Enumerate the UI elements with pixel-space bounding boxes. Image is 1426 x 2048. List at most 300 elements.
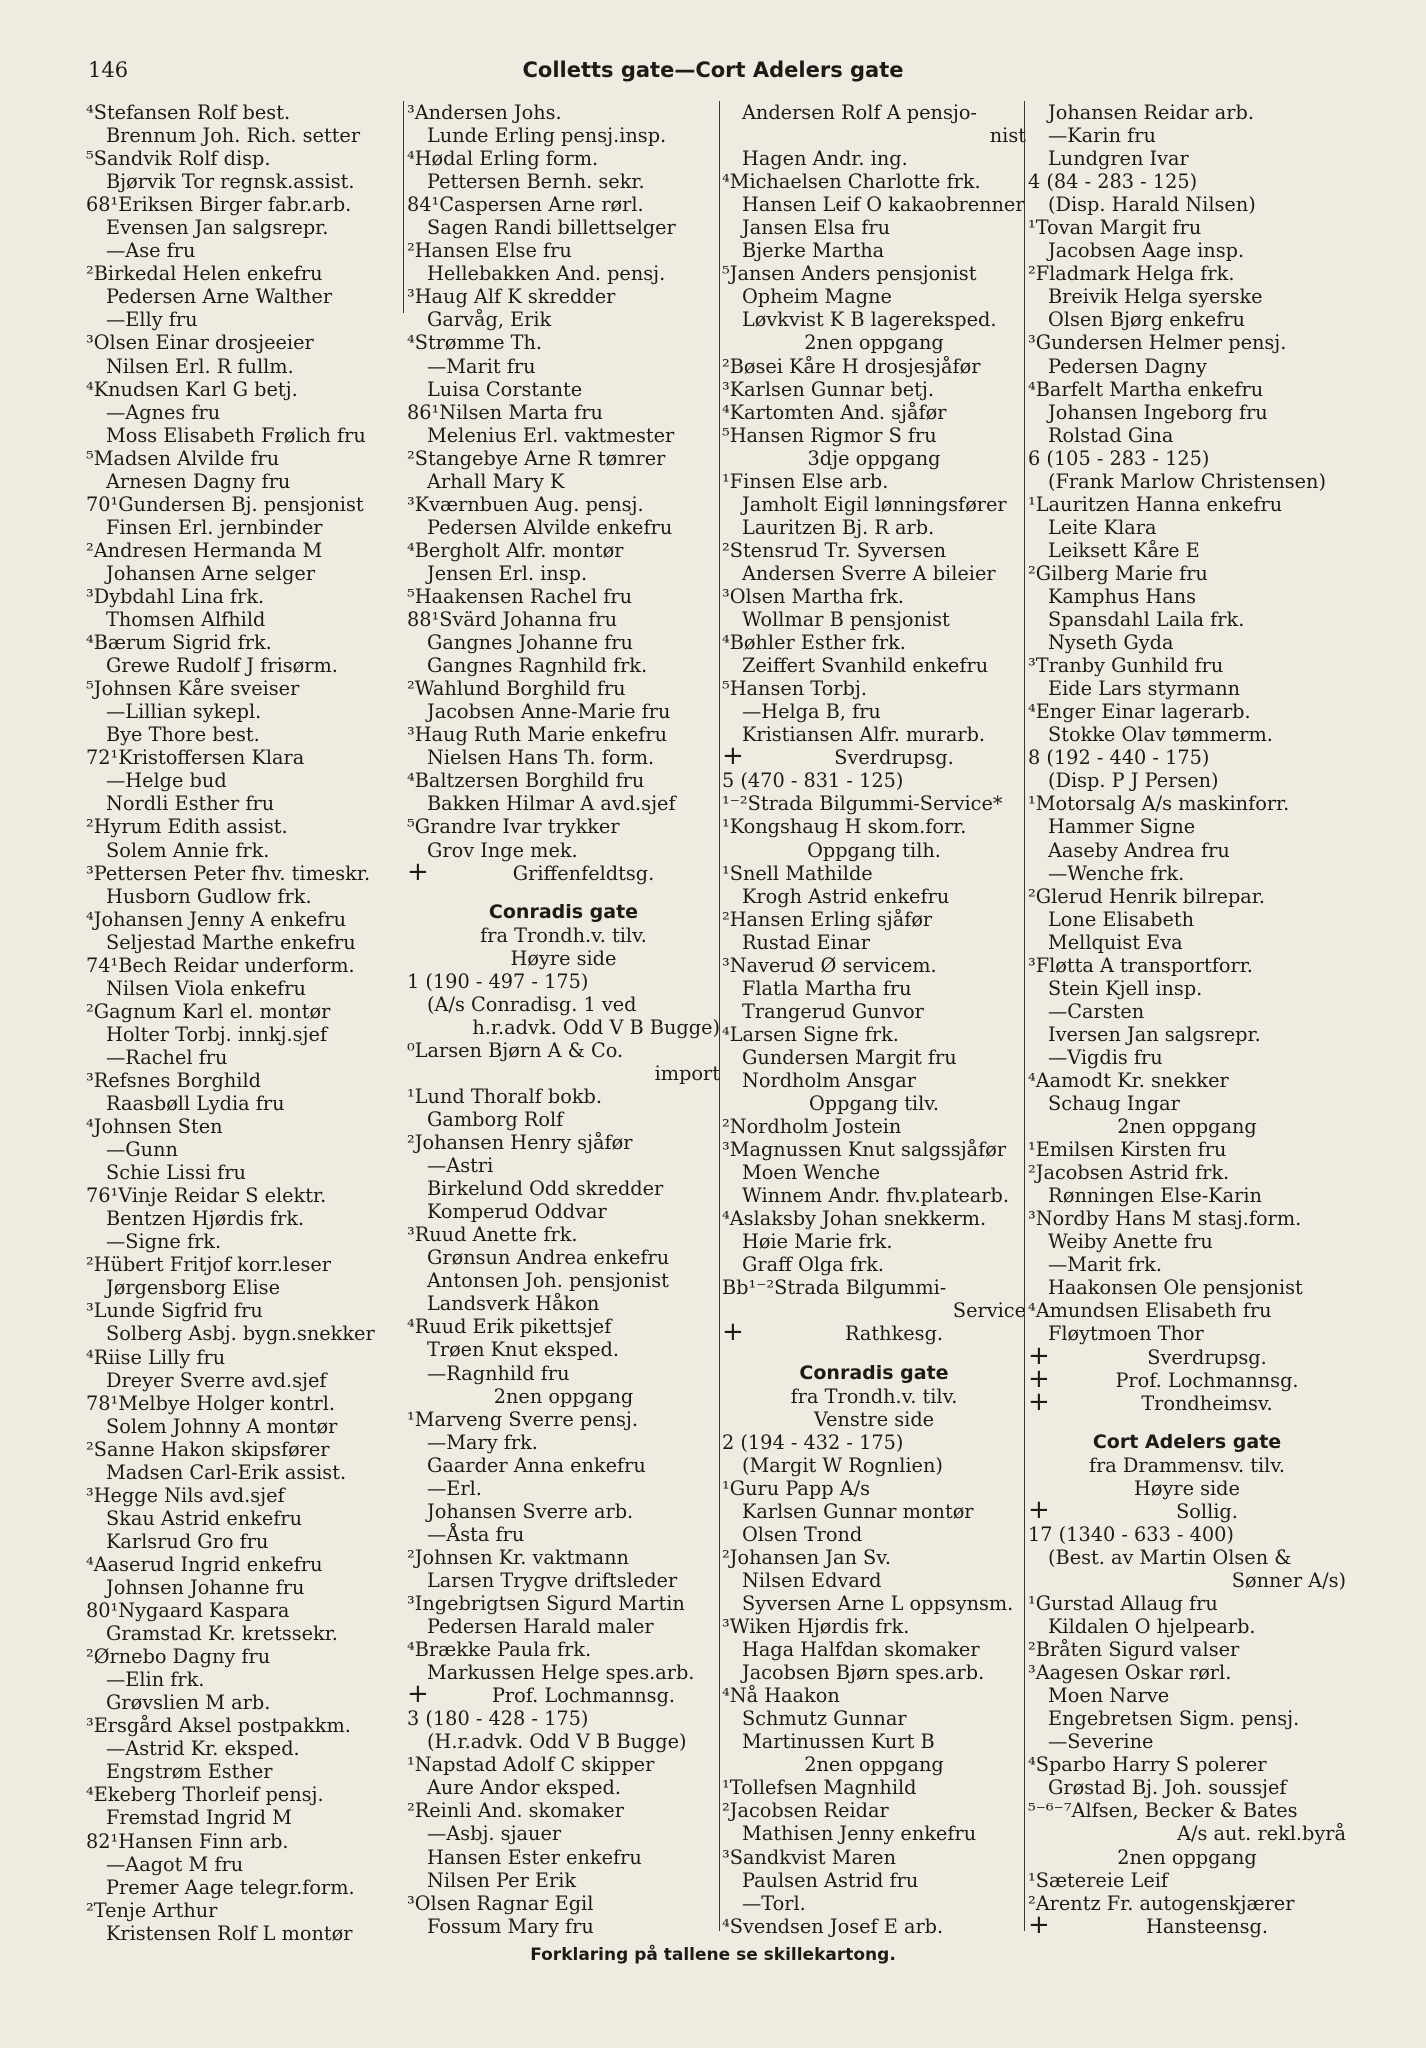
directory-entry: Melenius Erl. vaktmester	[427, 423, 675, 447]
cross-street-label: Prof. Lochmannsg.	[1115, 1368, 1299, 1392]
directory-entry: Jensen Erl. insp.	[427, 561, 588, 585]
directory-entry: ⁴Sparbo Harry S polerer	[1028, 1753, 1267, 1777]
directory-entry: ³Olsen Ragnar Egil	[407, 1891, 594, 1915]
directory-entry: ⁴Knudsen Karl G betj.	[86, 377, 298, 401]
directory-entry: Haakonsen Ole pensjonist	[1048, 1276, 1303, 1300]
street-heading: Conradis gate	[488, 900, 639, 923]
directory-entry: Løvkvist K B lagereksped.	[742, 308, 997, 332]
directory-entry: Larsen Trygve driftsleder	[427, 1568, 678, 1592]
directory-entry: 84¹Caspersen Arne rørl.	[407, 193, 644, 217]
directory-entry: Pettersen Bernh. sekr.	[427, 170, 645, 194]
directory-entry: ²Glerud Henrik bilrepar.	[1028, 884, 1266, 908]
directory-entry: —Åsta fru	[427, 1522, 525, 1546]
directory-entry: nist	[989, 124, 1026, 148]
directory-entry: Gangnes Ragnhild frk.	[427, 654, 648, 678]
directory-entry: Sagen Randi billettselger	[427, 216, 676, 240]
cross-street-label: Sollig.	[1176, 1499, 1238, 1523]
directory-entry: ⁴Kartomten And. sjåfør	[722, 400, 947, 424]
directory-entry: Hellebakken And. pensj.	[427, 262, 666, 286]
directory-entry: Gamborg Rolf	[427, 1108, 564, 1132]
directory-entry: Moss Elisabeth Frølich fru	[106, 423, 366, 447]
directory-entry: ⁵Hansen Rigmor S fru	[722, 423, 937, 447]
directory-entry: ⁴Ruud Erik pikettsjef	[407, 1315, 612, 1339]
directory-entry: ⁴Brække Paula frk.	[407, 1638, 592, 1662]
directory-entry: Johansen Sverre arb.	[427, 1499, 634, 1523]
street-heading: Cort Adelers gate	[1092, 1430, 1282, 1453]
directory-entry: ³Wiken Hjørdis frk.	[722, 1615, 910, 1639]
directory-entry: —Astrid Kr. eksped.	[106, 1737, 300, 1761]
directory-entry: ¹Tollefsen Magnhild	[722, 1776, 917, 1800]
directory-entry: —Asbj. sjauer	[427, 1822, 562, 1846]
directory-entry: ²Nordholm Jostein	[722, 1115, 902, 1139]
directory-entry: Grøstad Bj. Joh. soussjef	[1048, 1776, 1287, 1800]
directory-entry: —Elin frk.	[106, 1668, 205, 1692]
directory-entry: Fremstad Ingrid M	[106, 1806, 292, 1830]
directory-entry: ⁵Hansen Torbj.	[722, 677, 867, 701]
cross-street-label: Sverdrupsg.	[834, 746, 954, 770]
directory-entry: Jacobsen Aage insp.	[1048, 239, 1245, 263]
directory-entry: ⁴Aslaksby Johan snekkerm.	[722, 1207, 987, 1231]
directory-entry: (H.r.advk. Odd V B Bugge)	[427, 1730, 687, 1754]
directory-entry: Jacobsen Bjørn spes.arb.	[742, 1661, 985, 1685]
directory-entry: ⁴Amundsen Elisabeth fru	[1028, 1299, 1272, 1323]
directory-entry: ²Stensrud Tr. Syversen	[722, 538, 947, 562]
section-gap	[722, 1346, 1026, 1362]
directory-entry: ³Tranby Gunhild fru	[1028, 654, 1224, 678]
directory-entry: ⁴Strømme Th.	[407, 331, 543, 355]
directory-entry: —Vigdis fru	[1048, 1045, 1163, 1069]
directory-entry: Jørgensborg Elise	[106, 1276, 280, 1300]
directory-entry: ²Tenje Arthur	[86, 1898, 218, 1922]
directory-entry: ³Kværnbuen Aug. pensj.	[407, 492, 644, 516]
directory-entry: ³Haug Alf K skredder	[407, 285, 616, 309]
directory-entry: ³Ingebrigtsen Sigurd Martin	[407, 1592, 685, 1615]
directory-entry: 74¹Bech Reidar underform.	[86, 953, 355, 977]
directory-entry: ⁴Bøhler Esther frk.	[722, 631, 906, 655]
directory-entry: (Best. av Martin Olsen &	[1048, 1545, 1292, 1569]
directory-entry: Grøvslien M arb.	[106, 1691, 271, 1715]
directory-entry: Trøen Knut eksped.	[427, 1338, 619, 1362]
directory-entry: —Astri	[427, 1154, 494, 1178]
directory-entry: Leiksett Kåre E	[1048, 538, 1200, 562]
directory-entry: ²Fladmark Helga frk.	[1028, 262, 1235, 286]
directory-entry: Brennum Joh. Rich. setter	[106, 124, 361, 148]
page-number: 146	[88, 58, 129, 82]
directory-entry: ²Johansen Jan Sv.	[722, 1545, 891, 1569]
directory-entry: Grewe Rudolf J frisørm.	[106, 654, 338, 678]
directory-entry: Karlsen Gunnar montør	[742, 1499, 974, 1523]
directory-entry: ²Jacobsen Astrid frk.	[1028, 1161, 1230, 1185]
directory-entry: Engebretsen Sigm. pensj.	[1048, 1707, 1300, 1731]
directory-entry: ⁴Nå Haakon	[722, 1684, 840, 1708]
directory-entry: ¹Finsen Else arb.	[722, 469, 889, 493]
directory-entry: Rolstad Gina	[1048, 423, 1174, 447]
directory-entry: Landsverk Håkon	[427, 1292, 600, 1316]
directory-entry: —Wenche frk.	[1048, 861, 1185, 885]
directory-entry: Schaug Ingar	[1048, 1092, 1180, 1116]
directory-entry: ²Birkedal Helen enkefru	[86, 262, 323, 286]
directory-entry: 2nen oppgang	[493, 1384, 634, 1408]
directory-entry: Iversen Jan salgsrepr.	[1048, 1022, 1261, 1046]
directory-entry: ⁴Aamodt Kr. snekker	[1028, 1068, 1229, 1092]
directory-entry: 88¹Svärd Johanna fru	[407, 608, 618, 632]
directory-entry: —Lillian sykepl.	[106, 700, 262, 724]
directory-entry: ⁴Aaserud Ingrid enkefru	[86, 1552, 323, 1576]
directory-entry: ⁴Stefansen Rolf best.	[86, 101, 291, 124]
directory-entry: 82¹Hansen Finn arb.	[86, 1829, 289, 1853]
directory-entry: Venstre side	[813, 1407, 935, 1431]
directory-entry: —Agnes fru	[106, 400, 221, 424]
directory-entry: —Rachel fru	[106, 1045, 228, 1069]
directory-entry: Kamphus Hans	[1048, 584, 1197, 608]
directory-entry: ²Hansen Erling sjåfør	[722, 907, 933, 931]
directory-entry: Gaarder Anna enkefru	[427, 1453, 646, 1477]
directory-entry: Nilsen Edvard	[742, 1568, 882, 1592]
directory-entry: —Signe frk.	[106, 1230, 222, 1254]
directory-entry: 70¹Gundersen Bj. pensjonist	[86, 492, 364, 516]
directory-entry: ²Stangebye Arne R tømrer	[407, 446, 666, 470]
directory-entry: Sønner A/s)	[1231, 1568, 1346, 1592]
directory-entry: Nilsen Viola enkefru	[106, 976, 306, 1000]
directory-entry: Lundgren Ivar	[1048, 147, 1189, 171]
directory-entry: (Frank Marlow Christensen)	[1048, 469, 1326, 493]
directory-entry: ²Gilberg Marie fru	[1028, 561, 1208, 585]
directory-entry: Hansen Leif O kakaobrenner	[742, 193, 1025, 217]
directory-entry: Markussen Helge spes.arb.	[427, 1661, 695, 1685]
directory-entry: ⁴Ekeberg Thorleif pensj.	[86, 1783, 324, 1807]
directory-entry: ¹Tovan Margit fru	[1028, 216, 1202, 240]
cross-street-label: Sverdrupsg.	[1147, 1345, 1267, 1369]
directory-entry: ¹Lauritzen Hanna enkefru	[1028, 492, 1283, 516]
directory-entry: ²Andresen Hermanda M	[86, 538, 323, 562]
directory-entry: —Gunn	[106, 1138, 178, 1162]
cross-street-icon: +	[407, 856, 429, 887]
cross-street	[1028, 1340, 1346, 1371]
directory-entry: ⁴Johansen Jenny A enkefru	[86, 907, 346, 931]
directory-entry: ¹Motorsalg A/s maskinforr.	[1028, 792, 1290, 816]
directory-entry: ¹Sætereie Leif	[1028, 1868, 1169, 1892]
directory-entry: ³Magnussen Knut salgssjåfør	[722, 1138, 1007, 1162]
directory-entry: Stokke Olav tømmerm.	[1048, 723, 1273, 747]
directory-entry: ⁵Sandvik Rolf disp.	[86, 147, 271, 171]
directory-entry: Wollmar B pensjonist	[742, 608, 950, 632]
directory-entry: Skau Astrid enkefru	[106, 1506, 303, 1530]
directory-entry: Martinussen Kurt B	[742, 1730, 935, 1754]
directory-entry: —Torl.	[742, 1891, 806, 1915]
directory-entry: Andersen Rolf A pensjo-	[742, 101, 977, 124]
cross-street	[1028, 1386, 1346, 1417]
directory-entry: ³Olsen Martha frk.	[722, 584, 904, 608]
directory-entry: ³Olsen Einar drosjeeier	[86, 331, 314, 355]
cross-street-label: Hansteensg.	[1146, 1914, 1268, 1938]
directory-entry: Høyre side	[1134, 1476, 1240, 1500]
directory-entry: Høyre side	[510, 946, 617, 970]
directory-entry: Jacobsen Anne-Marie fru	[427, 700, 671, 724]
directory-entry: ³Karlsen Gunnar betj.	[722, 377, 934, 401]
directory-entry: ¹Guru Papp A/s	[722, 1476, 871, 1500]
directory-entry: 2nen oppgang	[1117, 1115, 1257, 1139]
directory-entry: ²Johansen Henry sjåfør	[407, 1131, 633, 1155]
directory-entry: ⁴Riise Lilly fru	[86, 1345, 226, 1369]
directory-entry: Jansen Elsa fru	[742, 216, 891, 240]
directory-entry: 80¹Nygaard Kaspara	[86, 1599, 290, 1623]
directory-entry: ⁴Svendsen Josef E arb.	[722, 1914, 944, 1938]
directory-entry: Trangerud Gunvor	[742, 999, 924, 1023]
directory-entry: Spansdahl Laila frk.	[1048, 608, 1245, 632]
directory-entry: Olsen Trond	[742, 1522, 863, 1546]
directory-entry: Breivik Helga syerske	[1048, 285, 1263, 309]
directory-entry: 78¹Melbye Holger kontrl.	[86, 1391, 336, 1415]
cross-street	[1028, 1494, 1346, 1525]
directory-entry: Kristiansen Alfr. murarb.	[742, 723, 986, 747]
directory-entry: Grov Inge mek.	[427, 838, 578, 862]
directory-entry: fra Drammensv. tilv.	[1088, 1453, 1286, 1477]
directory-entry: 2nen oppgang	[804, 331, 944, 355]
directory-entry: Arnesen Dagny fru	[106, 469, 291, 493]
directory-entry: ³Fløtta A transportforr.	[1028, 953, 1253, 977]
directory-entry: ³Ruud Anette frk.	[407, 1223, 578, 1247]
directory-entry: ⁵Grandre Ivar trykker	[407, 815, 620, 839]
directory-entry: ²Hübert Fritjof korr.leser	[86, 1253, 332, 1277]
directory-entry: ¹Kongshaug H skom.forr.	[722, 815, 967, 839]
directory-entry: ³Hegge Nils avd.sjef	[86, 1483, 285, 1507]
directory-entry: ³Pettersen Peter fhv. timeskr.	[86, 861, 371, 885]
directory-entry: Rønningen Else-Karin	[1048, 1184, 1262, 1208]
directory-entry: Finsen Erl. jernbinder	[106, 515, 323, 539]
directory-entry: Nilsen Erl. R fullm.	[106, 354, 294, 378]
directory-entry: Birkelund Odd skredder	[427, 1177, 664, 1201]
cross-street	[722, 741, 1026, 772]
directory-entry: Gundersen Margit fru	[742, 1045, 957, 1069]
directory-entry: Fløytmoen Thor	[1048, 1322, 1204, 1346]
directory-entry: ⁴Barfelt Martha enkefru	[1028, 377, 1264, 401]
directory-entry: import	[654, 1061, 720, 1085]
cross-street-label: Trondheimsv.	[1141, 1391, 1273, 1415]
directory-entry: Service	[952, 1299, 1026, 1323]
cross-street-icon: +	[722, 1317, 744, 1348]
directory-entry: Winnem Andr. fhv.platearb.	[742, 1184, 1009, 1208]
directory-entry: Nielsen Hans Th. form.	[427, 746, 655, 770]
directory-entry: ³Dybdahl Lina frk.	[86, 584, 265, 608]
directory-column-4	[1028, 101, 1346, 1938]
directory-entry: ³Andersen Johs.	[407, 101, 562, 124]
directory-entry: ³Naverud Ø servicem.	[722, 953, 937, 977]
directory-entry: Andersen Sverre A bileier	[742, 561, 996, 585]
directory-entry: ¹Napstad Adolf C skipper	[407, 1753, 655, 1777]
directory-entry: Eide Lars styrmann	[1048, 677, 1241, 701]
directory-entry: —Severine	[1048, 1730, 1154, 1754]
directory-entry: Lunde Erling pensj.insp.	[427, 124, 667, 148]
directory-entry: A/s aut. rekl.byrå	[1177, 1822, 1346, 1846]
cross-street-icon: +	[1028, 1386, 1050, 1417]
directory-entry: ³Gundersen Helmer pensj.	[1028, 331, 1287, 355]
directory-entry: Bjerke Martha	[742, 239, 885, 263]
directory-entry: 2nen oppgang	[1117, 1845, 1257, 1869]
directory-entry: Aure Andor eksped.	[427, 1776, 621, 1800]
cross-street-icon: +	[407, 1679, 429, 1710]
column-divider	[403, 101, 404, 313]
directory-entry: ³Aagesen Oskar rørl.	[1028, 1661, 1232, 1685]
directory-entry: ⁵Jansen Anders pensjonist	[722, 262, 977, 286]
directory-entry: (A/s Conradisg. 1 ved	[427, 992, 637, 1016]
directory-entry: ¹Gurstad Allaug fru	[1028, 1592, 1218, 1615]
directory-entry: —Carsten	[1048, 999, 1145, 1023]
directory-entry: Johansen Ingeborg fru	[1048, 400, 1268, 424]
directory-entry: Solberg Asbj. bygn.snekker	[106, 1322, 375, 1346]
directory-entry: —Mary frk.	[427, 1430, 538, 1454]
cross-street-icon: +	[1028, 1340, 1050, 1371]
directory-entry: Stein Kjell insp.	[1048, 976, 1203, 1000]
directory-entry: 68¹Eriksen Birger fabr.arb.	[86, 193, 352, 217]
cross-street-label: Griffenfeldtsg.	[512, 861, 655, 885]
directory-entry: Lauritzen Bj. R arb.	[742, 515, 935, 539]
directory-entry: (Disp. P J Persen)	[1048, 769, 1219, 793]
directory-entry: Pedersen Harald maler	[427, 1615, 654, 1639]
directory-entry: Gangnes Johanne fru	[427, 631, 633, 655]
directory-entry: fra Trondh.v. tilv.	[790, 1384, 958, 1408]
directory-entry: 2nen oppgang	[804, 1753, 944, 1777]
directory-entry: Solem Annie frk.	[106, 838, 270, 862]
directory-entry: Evensen Jan salgsrepr.	[106, 216, 329, 240]
directory-entry: ¹⁻²Strada Bilgummi-Service*	[722, 792, 1003, 816]
directory-entry: ⁴Hødal Erling form.	[407, 147, 599, 171]
directory-entry: ⁵⁻⁶⁻⁷Alfsen, Becker & Bates	[1028, 1799, 1298, 1823]
directory-entry: Grønsun Andrea enkefru	[427, 1246, 670, 1270]
cross-street-label: Rathkesg.	[844, 1322, 944, 1346]
directory-entry: —Ragnhild fru	[427, 1361, 570, 1385]
section-gap	[407, 885, 720, 901]
directory-entry: —Marit frk.	[1048, 1253, 1162, 1277]
directory-entry: Dreyer Sverre avd.sjef	[106, 1368, 327, 1392]
directory-entry: Seljestad Marthe enkefru	[106, 930, 356, 954]
directory-entry: Haga Halfdan skomaker	[742, 1638, 980, 1662]
directory-entry: 72¹Kristoffersen Klara	[86, 746, 305, 770]
directory-entry: Husborn Gudlow frk.	[106, 884, 312, 908]
directory-entry: Schmutz Gunnar	[742, 1707, 907, 1731]
directory-entry: Mathisen Jenny enkefru	[742, 1822, 977, 1846]
directory-entry: Fossum Mary fru	[427, 1914, 594, 1938]
directory-entry: Pedersen Dagny	[1048, 354, 1207, 378]
directory-column-1	[86, 101, 404, 1945]
directory-entry: fra Trondh.v. tilv.	[480, 923, 647, 947]
directory-entry: Bjørvik Tor regnsk.assist.	[106, 170, 355, 194]
directory-entry: Komperud Oddvar	[427, 1200, 607, 1224]
directory-entry: Weiby Anette fru	[1048, 1230, 1213, 1254]
directory-entry: Premer Aage telegr.form.	[106, 1875, 355, 1899]
directory-entry: ¹Lund Thoralf bokb.	[407, 1084, 602, 1108]
directory-column-3	[722, 101, 1026, 1938]
directory-entry: Engstrøm Esther	[106, 1760, 273, 1784]
directory-entry: ⁴Bærum Sigrid frk.	[86, 631, 272, 655]
directory-entry: Schie Lissi fru	[106, 1161, 246, 1185]
directory-entry: ³Haug Ruth Marie enkefru	[407, 723, 668, 747]
directory-entry: —Helga B, fru	[742, 700, 881, 724]
cross-street	[722, 1317, 1026, 1348]
directory-entry: (Disp. Harald Nilsen)	[1048, 193, 1256, 217]
directory-entry: Nordli Esther fru	[106, 792, 275, 816]
directory-entry: 8 (192 - 440 - 175)	[1028, 746, 1210, 770]
page-footer: Forklaring på tallene se skillekartong.	[530, 1945, 896, 1965]
directory-entry: Moen Narve	[1048, 1684, 1170, 1708]
directory-entry: Graff Olga frk.	[742, 1253, 885, 1277]
directory-entry: ⁴Enger Einar lagerarb.	[1028, 700, 1251, 724]
directory-entry: ²Hyrum Edith assist.	[86, 815, 288, 839]
directory-entry: Holter Torbj. innkj.sjef	[106, 1022, 328, 1046]
column-divider	[719, 101, 720, 1931]
directory-entry: ²Johnsen Kr. vaktmann	[407, 1545, 629, 1569]
directory-entry: Hagen Andr. ing.	[742, 147, 908, 171]
directory-entry: —Karin fru	[1048, 124, 1156, 148]
directory-entry: ³Nordby Hans M stasj.form.	[1028, 1207, 1302, 1231]
directory-entry: Zeiffert Svanhild enkefru	[742, 654, 989, 678]
directory-entry: Jamholt Eigil lønningsfører	[742, 492, 1007, 516]
directory-entry: Rustad Einar	[742, 930, 870, 954]
page-header: Colletts gate—Cort Adelers gate	[522, 58, 904, 82]
directory-entry: Mellquist Eva	[1048, 930, 1183, 954]
directory-entry: Nordholm Ansgar	[742, 1068, 916, 1092]
directory-entry: —Elly fru	[106, 308, 198, 332]
directory-entry: Leite Klara	[1048, 515, 1157, 539]
directory-entry: Thomsen Alfhild	[106, 608, 266, 632]
directory-entry: Gramstad Kr. kretssekr.	[106, 1622, 338, 1646]
directory-entry: —Marit fru	[427, 354, 536, 378]
directory-entry: Syversen Arne L oppsynsm.	[742, 1592, 1014, 1615]
cross-street-label: Prof. Lochmannsg.	[491, 1684, 676, 1708]
directory-entry: ⁴Larsen Signe frk.	[722, 1022, 899, 1046]
directory-entry: ³Ersgård Aksel postpakkm.	[86, 1714, 351, 1738]
directory-entry: Raasbøll Lydia fru	[106, 1092, 285, 1116]
directory-entry: —Ase fru	[106, 239, 196, 263]
directory-entry: Solem Johnny A montør	[106, 1414, 338, 1438]
cross-street	[407, 1679, 720, 1710]
cross-street	[407, 856, 720, 887]
directory-entry: Madsen Carl-Erik assist.	[106, 1460, 347, 1484]
directory-entry: Nyseth Gyda	[1048, 631, 1174, 655]
directory-entry: ²Jacobsen Reidar	[722, 1799, 889, 1823]
street-heading: Conradis gate	[799, 1361, 949, 1384]
directory-entry: Luisa Corstante	[427, 377, 583, 401]
directory-entry: Hammer Signe	[1048, 815, 1196, 839]
directory-entry: Pedersen Arne Walther	[106, 285, 333, 309]
directory-entry: 3 (180 - 428 - 175)	[407, 1707, 589, 1731]
directory-entry: 76¹Vinje Reidar S elektr.	[86, 1184, 327, 1208]
directory-entry: ²Ørnebo Dagny fru	[86, 1645, 271, 1669]
cross-street	[1028, 1909, 1346, 1940]
cross-street-icon: +	[1028, 1363, 1050, 1394]
section-gap	[1028, 1415, 1346, 1431]
directory-entry: 2 (194 - 432 - 175)	[722, 1430, 904, 1454]
directory-entry: ²Arentz Fr. autogenskjærer	[1028, 1891, 1295, 1915]
directory-entry: Aaseby Andrea fru	[1048, 838, 1230, 862]
directory-entry: Bb¹⁻²Strada Bilgummi-	[722, 1276, 947, 1300]
column-divider	[1024, 101, 1025, 1931]
directory-entry: —Helge bud	[106, 769, 227, 793]
directory-entry: ⁰Larsen Bjørn A & Co.	[407, 1038, 624, 1062]
directory-entry: Pedersen Alvilde enkefru	[427, 515, 673, 539]
directory-entry: ⁴Johnsen Sten	[86, 1115, 223, 1139]
directory-entry: ²Bråten Sigurd valser	[1028, 1638, 1240, 1662]
directory-entry: —Erl.	[427, 1476, 482, 1500]
directory-entry: Antonsen Joh. pensjonist	[427, 1269, 669, 1293]
directory-entry: ¹Emilsen Kirsten fru	[1028, 1138, 1227, 1162]
directory-entry: Bye Thore best.	[106, 723, 260, 747]
directory-entry: ¹Snell Mathilde	[722, 861, 873, 885]
cross-street-icon: +	[722, 741, 744, 772]
directory-entry: Kristensen Rolf L montør	[106, 1921, 353, 1945]
directory-entry: ²Gagnum Karl el. montør	[86, 999, 331, 1023]
directory-entry: Krogh Astrid enkefru	[742, 884, 950, 908]
directory-entry: Lone Elisabeth	[1048, 907, 1195, 931]
